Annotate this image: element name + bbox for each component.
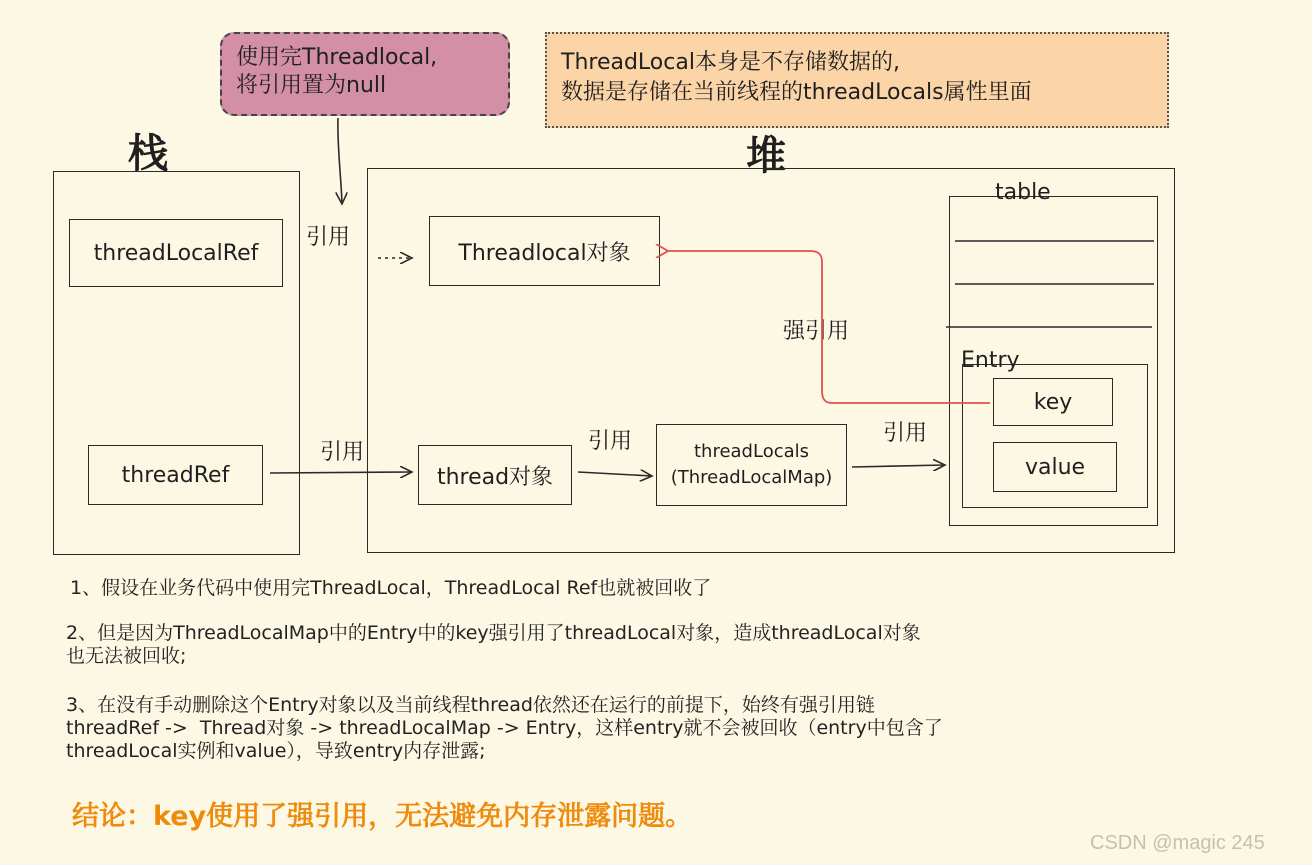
note-line-1: 使用完Threadlocal, [236,45,438,70]
threadlocal-object-label: Threadlocal对象 [458,240,631,266]
key-label: key [1033,389,1073,415]
edge-label-strong-ref: 强引用 [783,319,850,344]
stack-title: 栈 [128,131,168,177]
thread-local-ref-label: threadLocalRef [93,240,259,266]
thread-object-label: thread对象 [436,464,554,490]
explanation-3: 3、在没有手动删除这个Entry对象以及当前线程thread依然还在运行的前提下，始终有强引用链 threadRef -> Thread对象 -> threadLocalMap -> Entry，这样entry就不会被回收（entry中包含了 threadLocal实例和value），导致entry内存泄露; [66,694,943,762]
heap-title: 堆 [746,133,786,179]
explanation-1: 1、假设在业务代码中使用完ThreadLocal，ThreadLocal Ref也就被回收了 [70,577,712,599]
table-label: table [995,180,1051,205]
thread-locals-label: threadLocals [693,441,810,462]
note-line-1: ThreadLocal本身是不存储数据的, [561,50,900,75]
note-line-2: 将引用置为null [236,73,387,98]
explanation-2: 2、但是因为ThreadLocalMap中的Entry中的key强引用了threadLocal对象，造成threadLocal对象 也无法被回收; [66,622,921,667]
conclusion: 结论：key使用了强引用，无法避免内存泄露问题。 [72,801,693,832]
edge-label-ref-threadlocals: 引用 [588,429,633,454]
arrow-threadlocals-to-entry [852,465,945,467]
watermark: CSDN @magic 245 [1090,832,1265,854]
thread-ref-label: threadRef [121,462,230,488]
arrow-key-strong-ref [668,251,990,403]
note-line-2: 数据是存储在当前线程的threadLocals属性里面 [561,80,1032,105]
arrow-threadref-to-thread [270,472,412,473]
edge-label-ref-map: 引用 [883,421,928,446]
edge-label-ref-top: 引用 [306,225,351,250]
edge-label-ref-thread: 引用 [320,440,365,465]
entry-label: Entry [961,348,1020,373]
arrow-thread-to-threadlocals [578,472,652,476]
arrow-note-to-ref [338,118,342,204]
thread-locals-type: (ThreadLocalMap) [670,467,833,488]
value-label: value [1024,454,1086,480]
